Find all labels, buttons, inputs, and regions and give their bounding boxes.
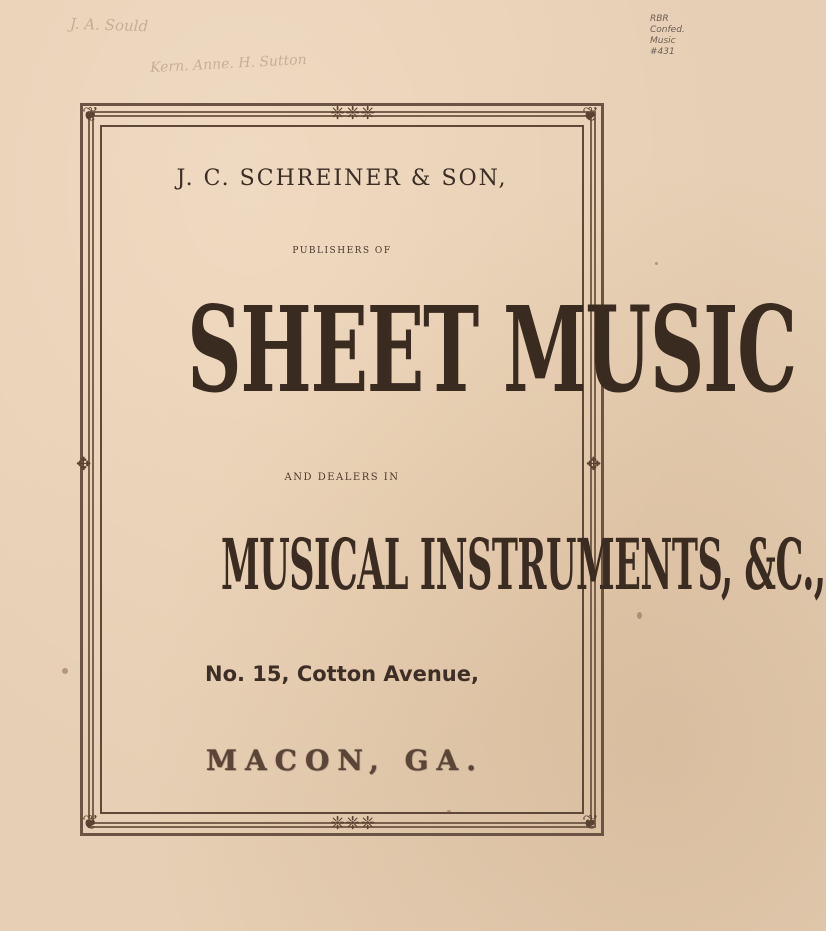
paper-speck bbox=[447, 810, 451, 814]
paper-speck bbox=[655, 262, 658, 265]
accession-note bbox=[650, 14, 706, 58]
handwritten-note-second: Kern. Anne. H. Sutton bbox=[149, 51, 308, 77]
dealers-in-label: AND DEALERS IN bbox=[284, 472, 400, 483]
accession-line-2: Confed. bbox=[650, 25, 685, 35]
corner-ornament-icon: ❦ bbox=[582, 102, 599, 126]
top-center-ornament-icon: ❈❈❈ bbox=[330, 103, 376, 124]
handwritten-note-top: J. A. Sould bbox=[69, 14, 149, 36]
corner-ornament-icon: ❦ bbox=[582, 810, 599, 834]
subheadline-musical-instruments: MUSICAL INSTRUMENTS, &C., bbox=[221, 523, 826, 606]
paper-speck bbox=[62, 668, 68, 674]
bottom-center-ornament-icon: ❈❈❈ bbox=[330, 813, 376, 834]
accession-line-3: Music bbox=[650, 36, 676, 46]
accession-line-4: #431 bbox=[650, 47, 675, 57]
publisher-name: J. C. SCHREINER & SON, bbox=[176, 166, 508, 191]
left-side-ornament-icon: ✥ bbox=[76, 454, 92, 475]
city-state: MACON, GA. bbox=[205, 744, 485, 777]
corner-ornament-icon: ❦ bbox=[82, 810, 99, 834]
publishers-of-label: PUBLISHERS OF bbox=[292, 246, 392, 256]
ornamental-border-inner bbox=[100, 125, 826, 814]
headline-sheet-music: SHEET MUSIC bbox=[187, 280, 796, 419]
accession-line-1: RBR bbox=[650, 14, 669, 24]
corner-ornament-icon: ❦ bbox=[82, 102, 99, 126]
right-side-ornament-icon: ✥ bbox=[586, 454, 602, 475]
street-address: No. 15, Cotton Avenue, bbox=[205, 662, 479, 686]
paper-speck bbox=[637, 612, 642, 619]
